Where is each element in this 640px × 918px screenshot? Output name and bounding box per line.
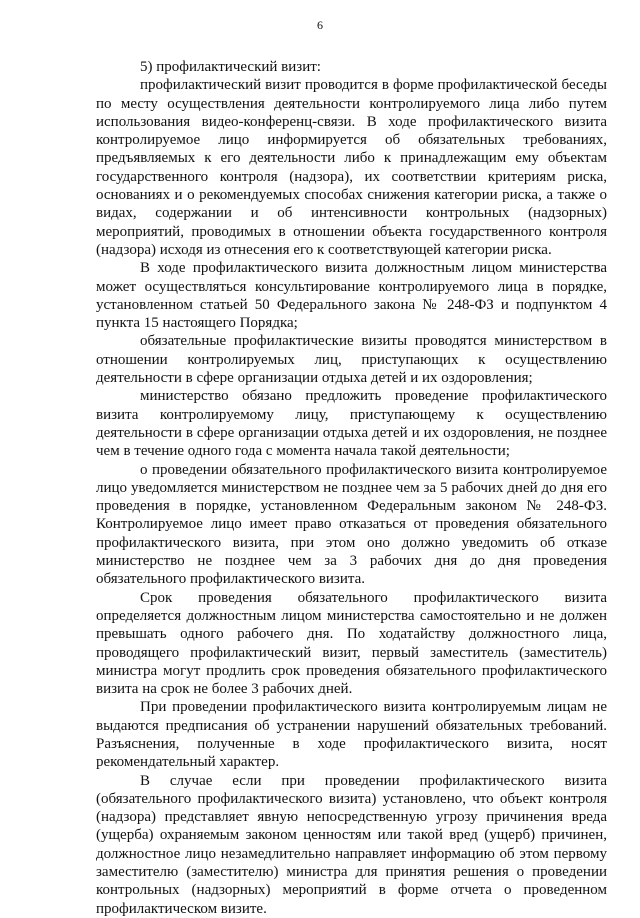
- paragraph: При проведении профилактического визита контролируемым лицам не выдаются предписания об устранении нарушений обязательных требований. Разъяснения, полученные в ходе профилактического визита, носят рекомендательный характер.: [96, 699, 607, 771]
- document-body: [96, 58, 607, 918]
- paragraph: Срок проведения обязательного профилактического визита определяется должностным лицом министерства самостоятельно и не должен превышать одного рабочего дня. По ходатайству должностного лица, проводящего профилактический визит, первый заместитель (заместитель) министра могут продлить срок проведения обязательного профилактического визита на срок не более 3 рабочих дней.: [96, 589, 607, 698]
- paragraph: обязательные профилактические визиты проводятся министерством в отношении контролируемых лиц, приступающих к осуществлению деятельности в сфере организации отдыха детей и их оздоровления;: [96, 333, 607, 387]
- paragraph: профилактический визит проводится в форме профилактической беседы по месту осуществления деятельности контролируемого лица либо путем использования видео-конференц-связи. В ходе профилактического визита контролируемое лицо информируется об обязательных требованиях, предъявляемых к его деятельности либо к принадлежащим ему объектам государственного контроля (надзора), их соответствии критериям риска, основаниях и о рекомендуемых способах снижения категории риска, а также о видах, содержании и об интенсивности контрольных (надзорных) мероприятий, проводимых в отношении объекта государственного контроля (надзора) исходя из отнесения его к соответствующей категории риска.: [96, 77, 607, 258]
- paragraph-heading: 5) профилактический визит:: [140, 59, 321, 75]
- page-number: 6: [317, 18, 323, 32]
- paragraph: В случае если при проведении профилактического визита (обязательного профилактического визита) установлено, что объект контроля (надзора) представляет явную непосредственную угрозу причинения вреда (ущерба) охраняемым законом ценностям или такой вред (ущерб) причинен, должностное лицо незамедлительно направляет информацию об этом первому заместителю (заместителю) министра для принятия решения о проведении контрольных (надзорных) мероприятий в форме отчета о проведенном профилактическом визите.: [96, 772, 607, 917]
- paragraph: о проведении обязательного профилактического визита контролируемое лицо уведомляется министерством не позднее чем за 5 рабочих дней до дня его проведения в порядке, установленном Федеральным законом № 248-ФЗ. Контролируемое лицо имеет право отказаться от проведения обязательного профилактического визита, при этом оно должно уведомить об отказе министерство не позднее чем за 3 рабочих дня до дня проведения обязательного профилактического визита.: [96, 461, 607, 588]
- paragraph: министерство обязано предложить проведение профилактического визита контролируемому лицу, приступающему к осуществлению деятельности в сфере организации отдыха детей и их оздоровления, не позднее чем в течение одного года с момента начала такой деятельности;: [96, 388, 607, 460]
- paragraph: В ходе профилактического визита должностным лицом министерства может осуществляться консультирование контролируемого лица в порядке, установленном статьей 50 Федерального закона № 248-ФЗ и подпунктом 4 пункта 15 настоящего Порядка;: [96, 260, 607, 332]
